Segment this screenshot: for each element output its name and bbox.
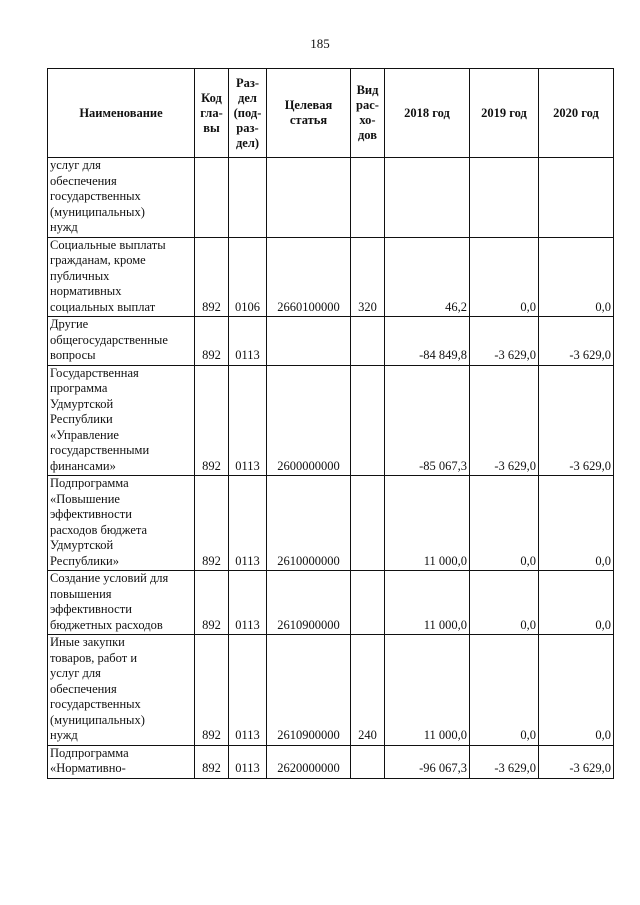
cell-name: Иные закупки товаров, работ и услуг для обеспечения государственных (муниципальных) нужд (48, 635, 195, 746)
cell-2020: 0,0 (539, 237, 614, 317)
table-row (48, 237, 614, 317)
cell-name: Социальные выплаты гражданам, кроме публичных нормативных социальных выплат (48, 237, 195, 317)
cell-2019: 0,0 (470, 571, 539, 635)
cell-target (267, 317, 351, 366)
cell-2020: 0,0 (539, 571, 614, 635)
cell-name: Другие общегосударственные вопросы (48, 317, 195, 366)
cell-section: 0113 (229, 635, 267, 746)
table-row (48, 571, 614, 635)
cell-type: 320 (351, 237, 385, 317)
cell-2018 (385, 158, 470, 238)
cell-name: Государственная программа Удмуртской Республики «Управление государственными финансами» (48, 365, 195, 476)
cell-2018: 46,2 (385, 237, 470, 317)
header-code: Код гла- вы (195, 69, 229, 158)
cell-target (267, 158, 351, 238)
cell-2018: 11 000,0 (385, 476, 470, 571)
cell-type (351, 158, 385, 238)
cell-type (351, 317, 385, 366)
table-row (48, 635, 614, 746)
cell-section: 0113 (229, 476, 267, 571)
page-number: 185 (310, 36, 330, 51)
cell-2020: 0,0 (539, 635, 614, 746)
cell-target: 2610000000 (267, 476, 351, 571)
cell-code: 892 (195, 745, 229, 778)
header-2019: 2019 год (470, 69, 539, 158)
table-header-row (48, 69, 614, 158)
cell-2018: -85 067,3 (385, 365, 470, 476)
header-target: Целевая статья (267, 69, 351, 158)
cell-name: услуг для обеспечения государственных (муниципальных) нужд (48, 158, 195, 238)
cell-target: 2620000000 (267, 745, 351, 778)
cell-2019 (470, 158, 539, 238)
table-row (48, 745, 614, 778)
cell-code: 892 (195, 476, 229, 571)
cell-2018: -84 849,8 (385, 317, 470, 366)
cell-2018: -96 067,3 (385, 745, 470, 778)
cell-section: 0113 (229, 365, 267, 476)
cell-section: 0113 (229, 745, 267, 778)
cell-2020: -3 629,0 (539, 365, 614, 476)
cell-2020: -3 629,0 (539, 317, 614, 366)
cell-code: 892 (195, 317, 229, 366)
cell-code: 892 (195, 571, 229, 635)
table-row (48, 365, 614, 476)
cell-section: 0113 (229, 571, 267, 635)
cell-section: 0106 (229, 237, 267, 317)
table-row (48, 476, 614, 571)
cell-2020 (539, 158, 614, 238)
table-row (48, 317, 614, 366)
cell-type: 240 (351, 635, 385, 746)
header-2018: 2018 год (385, 69, 470, 158)
cell-2019: -3 629,0 (470, 365, 539, 476)
cell-type (351, 476, 385, 571)
budget-table (47, 68, 614, 779)
cell-name: Создание условий для повышения эффективности бюджетных расходов (48, 571, 195, 635)
cell-name: Подпрограмма «Повышение эффективности расходов бюджета Удмуртской Республики» (48, 476, 195, 571)
cell-target: 2610900000 (267, 571, 351, 635)
cell-section: 0113 (229, 317, 267, 366)
cell-code: 892 (195, 635, 229, 746)
cell-2018: 11 000,0 (385, 635, 470, 746)
cell-2020: 0,0 (539, 476, 614, 571)
cell-2019: 0,0 (470, 237, 539, 317)
cell-2019: 0,0 (470, 635, 539, 746)
table-row (48, 158, 614, 238)
cell-target: 2660100000 (267, 237, 351, 317)
header-name: Наименование (48, 69, 195, 158)
header-type: Вид рас- хо- дов (351, 69, 385, 158)
cell-section (229, 158, 267, 238)
cell-2019: -3 629,0 (470, 317, 539, 366)
header-2020: 2020 год (539, 69, 614, 158)
cell-2018: 11 000,0 (385, 571, 470, 635)
cell-code (195, 158, 229, 238)
cell-2019: -3 629,0 (470, 745, 539, 778)
cell-type (351, 571, 385, 635)
cell-target: 2610900000 (267, 635, 351, 746)
cell-code: 892 (195, 237, 229, 317)
cell-type (351, 745, 385, 778)
cell-code: 892 (195, 365, 229, 476)
cell-name: Подпрограмма «Нормативно- (48, 745, 195, 778)
cell-2020: -3 629,0 (539, 745, 614, 778)
cell-target: 2600000000 (267, 365, 351, 476)
cell-type (351, 365, 385, 476)
cell-2019: 0,0 (470, 476, 539, 571)
header-section: Раз- дел (под- раз- дел) (229, 69, 267, 158)
